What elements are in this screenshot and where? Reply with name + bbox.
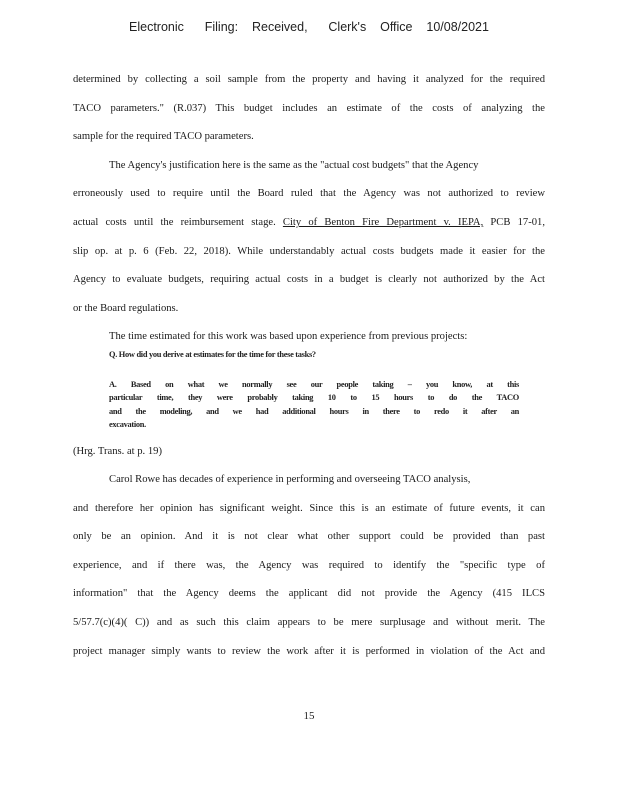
paragraph-first-line: Carol Rowe has decades of experience in performing and overseeing TACO analysis, (109, 474, 471, 486)
text-line: or the Board regulations. (73, 302, 179, 314)
quote-answer-line: excavation. (109, 420, 146, 430)
quote-answer-line: and the modeling, and we had additional hours in there to redo it after an (109, 406, 519, 416)
text-line: erroneously used to require until the Board ruled that the Agency was not authorized to review (73, 188, 545, 200)
paragraph-first-line: The time estimated for this work was based upon experience from previous projects: (109, 331, 468, 343)
text-line: and therefore her opinion has significant weight. Since this is an estimate of future events, it can (73, 502, 545, 514)
text-line: sample for the required TACO parameters. (73, 131, 254, 143)
block-quote (109, 348, 519, 432)
quote-question: Q. How did you derive at estimates for the time for these tasks? (109, 349, 316, 359)
document-body (73, 70, 545, 670)
text-line: only be an opinion. And it is not clear what other support could be provided than past (73, 531, 545, 543)
quote-answer-line: particular time, they were probably taking 10 to 15 hours to do the TACO (109, 393, 519, 403)
case-citation: City of Benton Fire Department v. IEPA, (282, 216, 484, 228)
text-span: actual costs until the reimbursement stage. (73, 216, 283, 228)
text-line: experience, and if there was, the Agency was required to identify the "specific type of (73, 559, 545, 571)
text-line: project manager simply wants to review the work after it is performed in violation of the Act and (73, 645, 545, 657)
text-line: 5/57.7(c)(4)( C)) and as such this claim appears to be mere surplusage and without merit. The (73, 617, 545, 629)
text-line-with-citation (73, 213, 545, 242)
hearing-citation: (Hrg. Trans. at p. 19) (73, 445, 162, 457)
text-line: Agency to evaluate budgets, requiring actual costs in a budget is clearly not authorized by the Act (73, 274, 545, 286)
page-number: 15 (303, 710, 315, 722)
text-line: information" that the Agency deems the applicant did not provide the Agency (415 ILCS (73, 588, 545, 600)
paragraph-first-line: The Agency's justification here is the same as the "actual cost budgets" that the Agency (109, 159, 479, 171)
filing-header: Electronic Filing: Received, Clerk's Office 10/08/2021 (129, 20, 489, 34)
quote-answer-line: A. Based on what we normally see our people taking – you know, at this (109, 379, 519, 389)
text-line: slip op. at p. 6 (Feb. 22, 2018). While understandably actual costs budgets made it easier for the (73, 245, 545, 257)
text-line: TACO parameters." (R.037) This budget includes an estimate of the costs of analyzing the (73, 102, 545, 114)
text-line: determined by collecting a soil sample from the property and having it analyzed for the required (73, 74, 545, 85)
text-span: PCB 17-01, (483, 216, 545, 228)
